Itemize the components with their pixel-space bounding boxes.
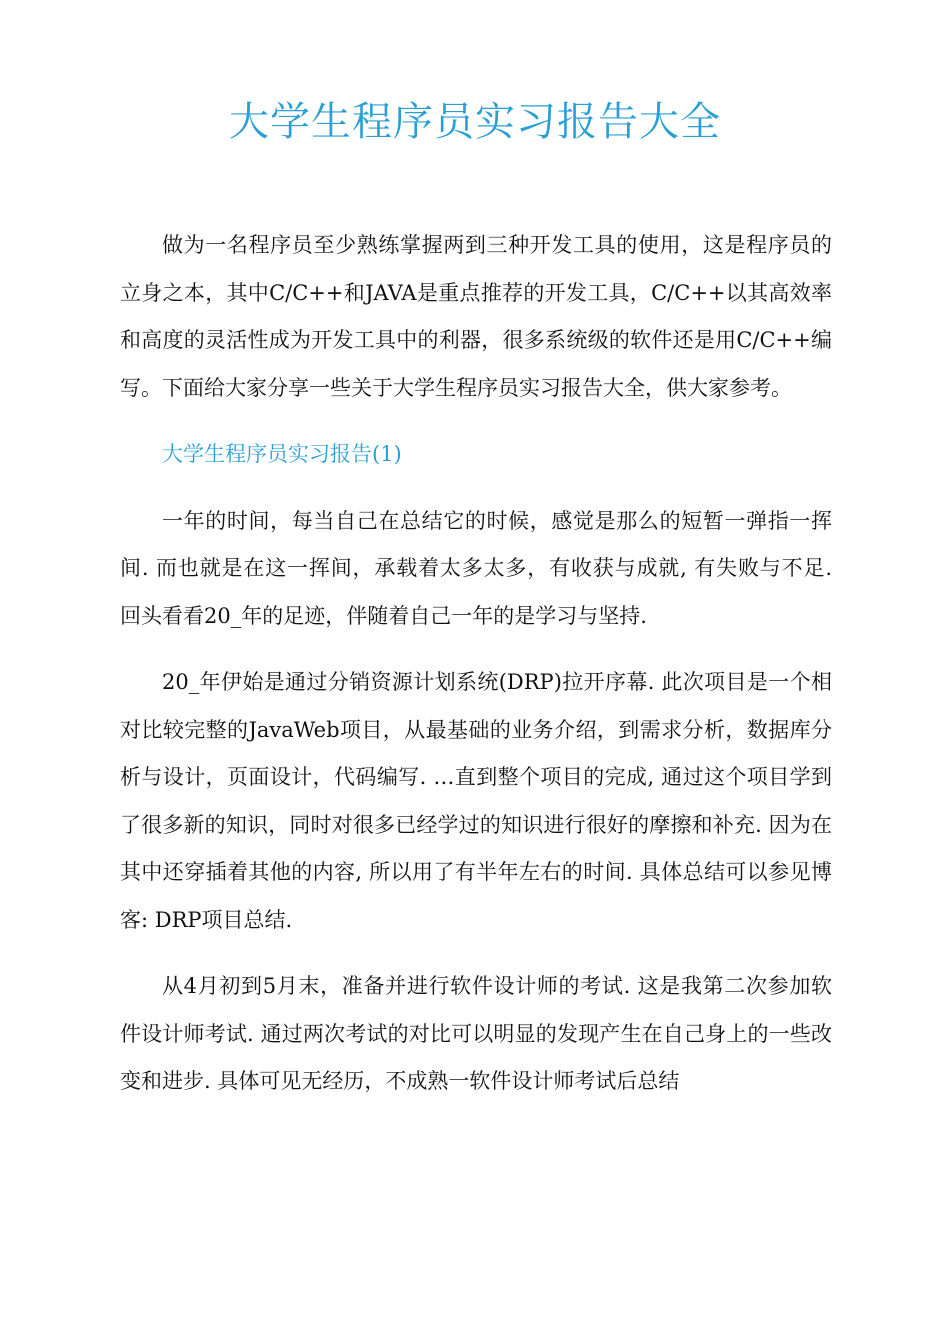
body-paragraph-1: 一年的时间，每当自己在总结它的时候，感觉是那么的短暂一弹指一挥间. 而也就是在这一挥间，承载着太多太多，有收获与成就, 有失败与不足. 回头看看20_年的足迹，伴随着自己一年的是学习与坚持. — [120, 508, 832, 628]
section-heading: 大学生程序员实习报告(1) — [162, 442, 402, 466]
document-title: 大学生程序员实习报告大全 — [229, 99, 721, 145]
intro-paragraph: 做为一名程序员至少熟练掌握两到三种开发工具的使用，这是程序员的立身之本，其中C/C++和JAVA是重点推荐的开发工具，C/C++以其高效率和高度的灵活性成为开发工具中的利器，很多系统级的软件还是用C/C++编写。下面给大家分享一些关于大学生程序员实习报告大全，供大家参考。 — [120, 233, 832, 400]
document-body — [120, 222, 832, 1125]
body-paragraph-3: 从4月初到5月末，准备并进行软件设计师的考试. 这是我第二次参加软件设计师考试. 通过两次考试的对比可以明显的发现产生在自己身上的一些改变和进步. 具体可见无经历，不成熟一软件设计师考试后总结 — [120, 974, 832, 1093]
body-paragraph-2: 20_年伊始是通过分销资源计划系统(DRP)拉开序幕. 此次项目是一个相对比较完整的JavaWeb项目，从最基础的业务介绍，到需求分析，数据库分析与设计，页面设计，代码编写. …直到整个项目的完成, 通过这个项目学到了很多新的知识，同时对很多已经学过的知识进行很好的摩擦和补充. 因为在其中还穿插着其他的内容, 所以用了有半年左右的时间. 具体总结可以参见博客: DRP项目总结. — [120, 670, 832, 932]
